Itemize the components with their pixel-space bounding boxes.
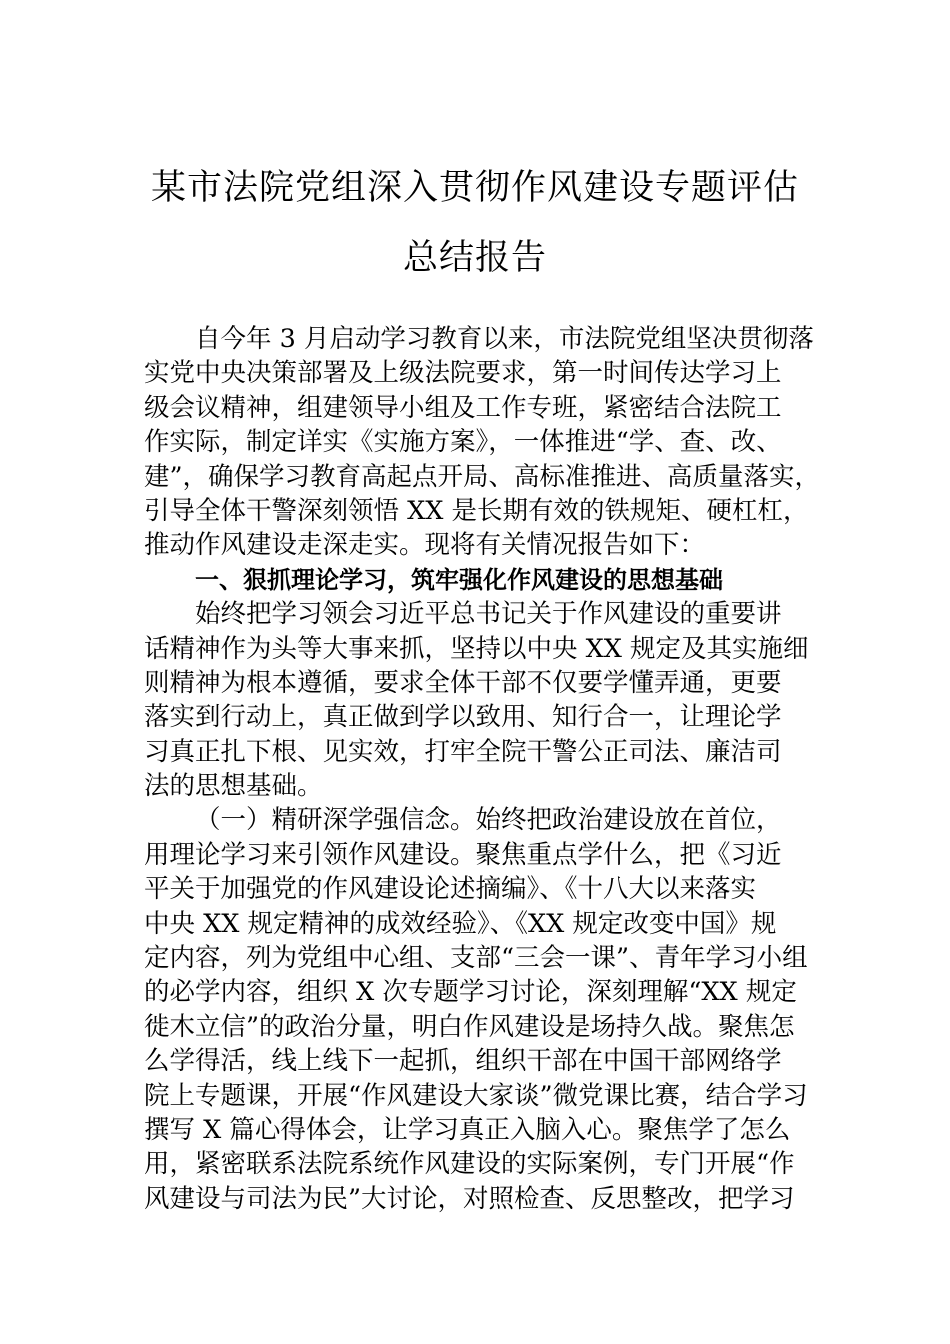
- intro-paragraph-line: 自今年 3 月启动学习教育以来，市法院党组坚决贯彻落: [195, 324, 814, 354]
- subsection-1-paragraph-line: 平关于加强党的作风建设论述摘编》、《十八大以来落实: [144, 874, 757, 905]
- intro-paragraph-line: 作实际，制定详实《实施方案》，一体推进“学、查、改、: [144, 427, 782, 458]
- intro-paragraph-line: 建”，确保学习教育高起点开局、高标准推进、高质量落实，: [144, 461, 821, 492]
- subsection-1-paragraph-line: （一）精研深学强信念。始终把政治建设放在首位，: [195, 805, 782, 836]
- document-title-line-1: 某市法院党组深入贯彻作风建设专题评估: [150, 168, 799, 208]
- subsection-1-paragraph-line: 定内容，列为党组中心组、支部“三会一课”、青年学习小组: [144, 943, 808, 974]
- subsection-1-paragraph-line: 用，紧密联系法院系统作风建设的实际案例，专门开展“作: [144, 1149, 795, 1180]
- subsection-1-paragraph-line: 的必学内容，组织 X 次专题学习讨论，深刻理解“XX 规定: [144, 977, 797, 1008]
- intro-paragraph-line: 推动作风建设走深走实。现将有关情况报告如下：: [144, 530, 706, 561]
- subsection-1-paragraph-line: 用理论学习来引领作风建设。聚焦重点学什么，把《习近: [144, 839, 782, 870]
- subsection-1-paragraph-line: 风建设与司法为民”大讨论，对照检查、反思整改，把学习: [144, 1183, 795, 1214]
- section-1-heading: 一、狠抓理论学习，筑牢强化作风建设的思想基础: [195, 565, 723, 594]
- subsection-1-paragraph-line: 中央 XX 规定精神的成效经验》、《XX 规定改变中国》规: [144, 908, 777, 939]
- section-1-paragraph-line: 话精神作为头等大事来抓，坚持以中央 XX 规定及其实施细: [144, 633, 809, 664]
- section-1-paragraph-line: 则精神为根本遵循，要求全体干部不仅要学懂弄通，更要: [144, 667, 782, 698]
- subsection-1-paragraph-line: 徙木立信”的政治分量，明白作风建设是场持久战。聚焦怎: [144, 1011, 795, 1042]
- intro-paragraph-line: 级会议精神，组建领导小组及工作专班，紧密结合法院工: [144, 392, 782, 423]
- subsection-1-paragraph-line: 院上专题课，开展“作风建设大家谈”微党课比赛，结合学习: [144, 1080, 808, 1111]
- subsection-1-paragraph-line: 撰写 X 篇心得体会，让学习真正入脑入心。聚焦学了怎么: [144, 1114, 791, 1145]
- section-1-paragraph-line: 始终把学习领会习近平总书记关于作风建设的重要讲: [195, 599, 782, 630]
- intro-paragraph-line: 实党中央决策部署及上级法院要求，第一时间传达学习上: [144, 358, 782, 389]
- document-body: [144, 322, 834, 1216]
- section-1-paragraph-line: 法的思想基础。: [144, 771, 323, 802]
- section-1-paragraph-line: 落实到行动上，真正做到学以致用、知行合一，让理论学: [144, 702, 782, 733]
- section-1-paragraph-line: 习真正扎下根、见实效，打牢全院干警公正司法、廉洁司: [144, 736, 782, 767]
- intro-paragraph-line: 引导全体干警深刻领悟 XX 是长期有效的铁规矩、硬杠杠，: [144, 495, 809, 526]
- subsection-1-paragraph-line: 么学得活，线上线下一起抓，组织干部在中国干部网络学: [144, 1046, 782, 1077]
- document-title-line-2: 总结报告: [402, 238, 547, 278]
